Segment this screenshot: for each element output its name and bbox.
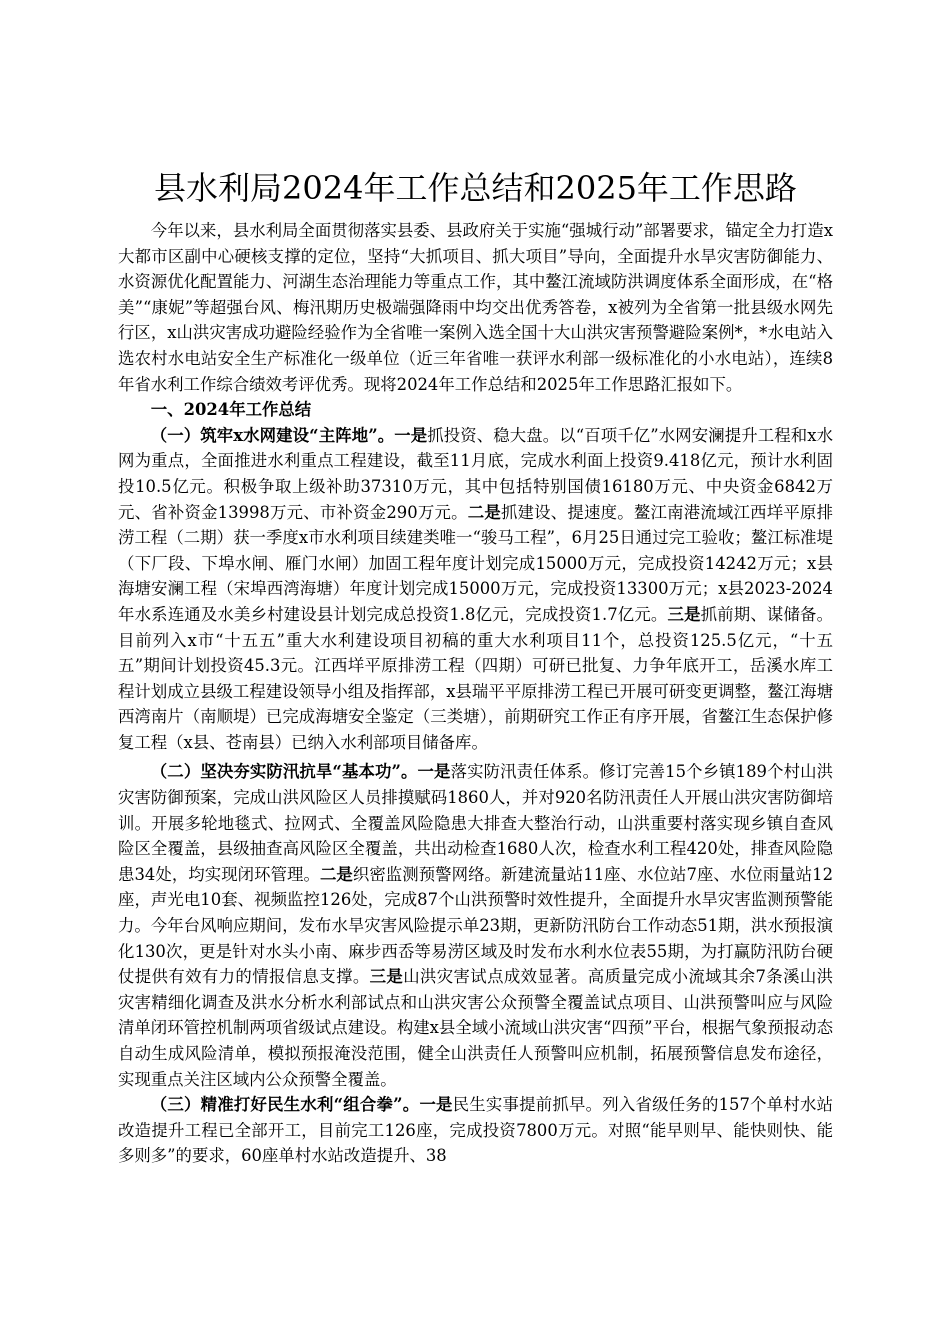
keyword: 三是 [369,967,404,987]
keyword: 二是 [319,864,353,884]
keyword: 二是 [467,502,501,522]
document-title: 县水利局2024年工作总结和2025年工作思路 [154,169,797,207]
paragraph-2-lead: （二）坚决夯实防汛抗旱“基本功”。 [150,762,418,782]
section-heading: 一、2024年工作总结 [150,400,312,420]
paragraph-3-lead: （三）精准打好民生水利“组合拳”。 [150,1095,420,1115]
intro-paragraph: 今年以来，县水利局全面贯彻落实县委、县政府关于实施“强城行动”部署要求，锚定全力打造x大都市区副中心硬核支撑的定位，坚持“大抓项目、抓大项目”导向，全面提升水旱灾害防御能力、水资源优化配置能力、河湖生态治理能力等重点工作，其中鳌江流域防洪调度体系全面形成，在“格美”“康妮”等超强台风、梅汛期历史极端强降雨中均交出优秀答卷，x被列为全省第一批县级水网先行区，x山洪灾害成功避险经验作为全省唯一案例入选全国十大山洪灾害预警避险案例*，*水电站入选农村水电站安全生产标准化一级单位（近三年省唯一获评水利部一级标准化的小水电站），连续8年省水利工作综合绩效考评优秀。现将2024年工作总结和2025年工作思路汇报如下。 [118,221,833,394]
keyword: 一是 [417,762,451,782]
text: 落实防汛责任体系。修订完善15个乡镇189个村山洪灾害防御预案，完成山洪风险区人员排摸赋码1860人，并对920名防汛责任人开展山洪灾害防御培训。开展多轮地毯式、拉网式、全覆盖风险隐患大排查大整治行动，山洪重要村落实现乡镇自查风险区全覆盖，县级抽查高风险区全覆盖，共出动检查1680人次，检查水利工程420处，排查风险隐患34处，均实现闭环管理。 [118,762,834,884]
paragraph-1-lead: （一）筑牢x水网建设“主阵地”。 [150,425,395,445]
keyword: 一是 [394,425,428,445]
paragraph-3 [118,1092,833,1169]
text: 抓前期、谋储备。目前列入x市“十五五”重大水利建设项目初稿的重大水利项目11个，总投资125.5亿元，“十五五”期间计划投资45.3元。江西垟平原排涝工程（四期）可研已批复、力争年底开工，岳溪水库工程计划成立县级工程建设领导小组及指挥部，x县瑞平平原排涝工程已开展可研变更调整，鳌江海塘西湾南片（南顺堤）已完成海塘安全鉴定（三类塘），前期研究工作正有序开展，省鳌江生态保护修复工程（x县、苍南县）已纳入水利部项目储备库。 [118,604,834,752]
document-page [118,168,833,1169]
text: 抓建设、提速度。鳌江南港流域江西垟平原排涝工程（二期）获一季度x市水利项目续建类唯一“骏马工程”，6月25日通过完工验收；鳌江标准堤（下厂段、下埠水闸、雁门水闸）加固工程年度计划完成15000万元，完成投资14242万元；x县海塘安澜工程（宋埠西湾海塘）年度计划完成15000万元，完成投资13300万元；x县2023-2024年水系连通及水美乡村建设县计划完成总投资1.8亿元，完成投资1.7亿元。 [118,502,833,624]
paragraph-2 [118,759,833,1092]
text: 民生实事提前抓早。列入省级任务的157个单村水站改造提升工程已全部开工，目前完工126座，完成投资7800万元。对照“能早则早、能快则快、能多则多”的要求，60座单村水站改造提升、38 [118,1095,834,1166]
paragraph-1 [118,423,833,756]
keyword: 一是 [419,1095,453,1115]
text: 织密监测预警网络。新建流量站11座、水位站7座、水位雨量站12座，声光电10套、视频监控126处，完成87个山洪预警时效性提升，全面提升水旱灾害监测预警能力。今年台风响应期间，发布水旱灾害风险提示单23期，更新防汛防台工作动态51期，洪水预报演化130次，更是针对水头小南、麻步西岙等易涝区域及时发布水利水位表55期，为打赢防汛防台硬仗提供有效有力的情报信息支撑。 [118,864,834,987]
keyword: 三是 [667,604,701,624]
text: 山洪灾害试点成效显著。高质量完成小流域其余7条溪山洪灾害精细化调查及洪水分析水利部试点和山洪灾害公众预警全覆盖试点项目、山洪预警叫应与风险清单闭环管控机制两项省级试点建设。构建x县全域小流域山洪灾害“四预”平台，根据气象预报动态自动生成风险清单，模拟预报淹没范围，健全山洪责任人预警叫应机制，拓展预警信息发布途径，实现重点关注区域内公众预警全覆盖。 [118,967,834,1089]
text: 抓投资、稳大盘。以“百项千亿”水网安澜提升工程和x水网为重点，全面推进水利重点工程建设，截至11月底，完成水利面上投资9.418亿元，预计水利固投10.5亿元。积极争取上级补助37310万元，其中包括特别国债16180万元、中央资金6842万元、省补资金13998万元、市补资金290万元。 [118,425,833,522]
